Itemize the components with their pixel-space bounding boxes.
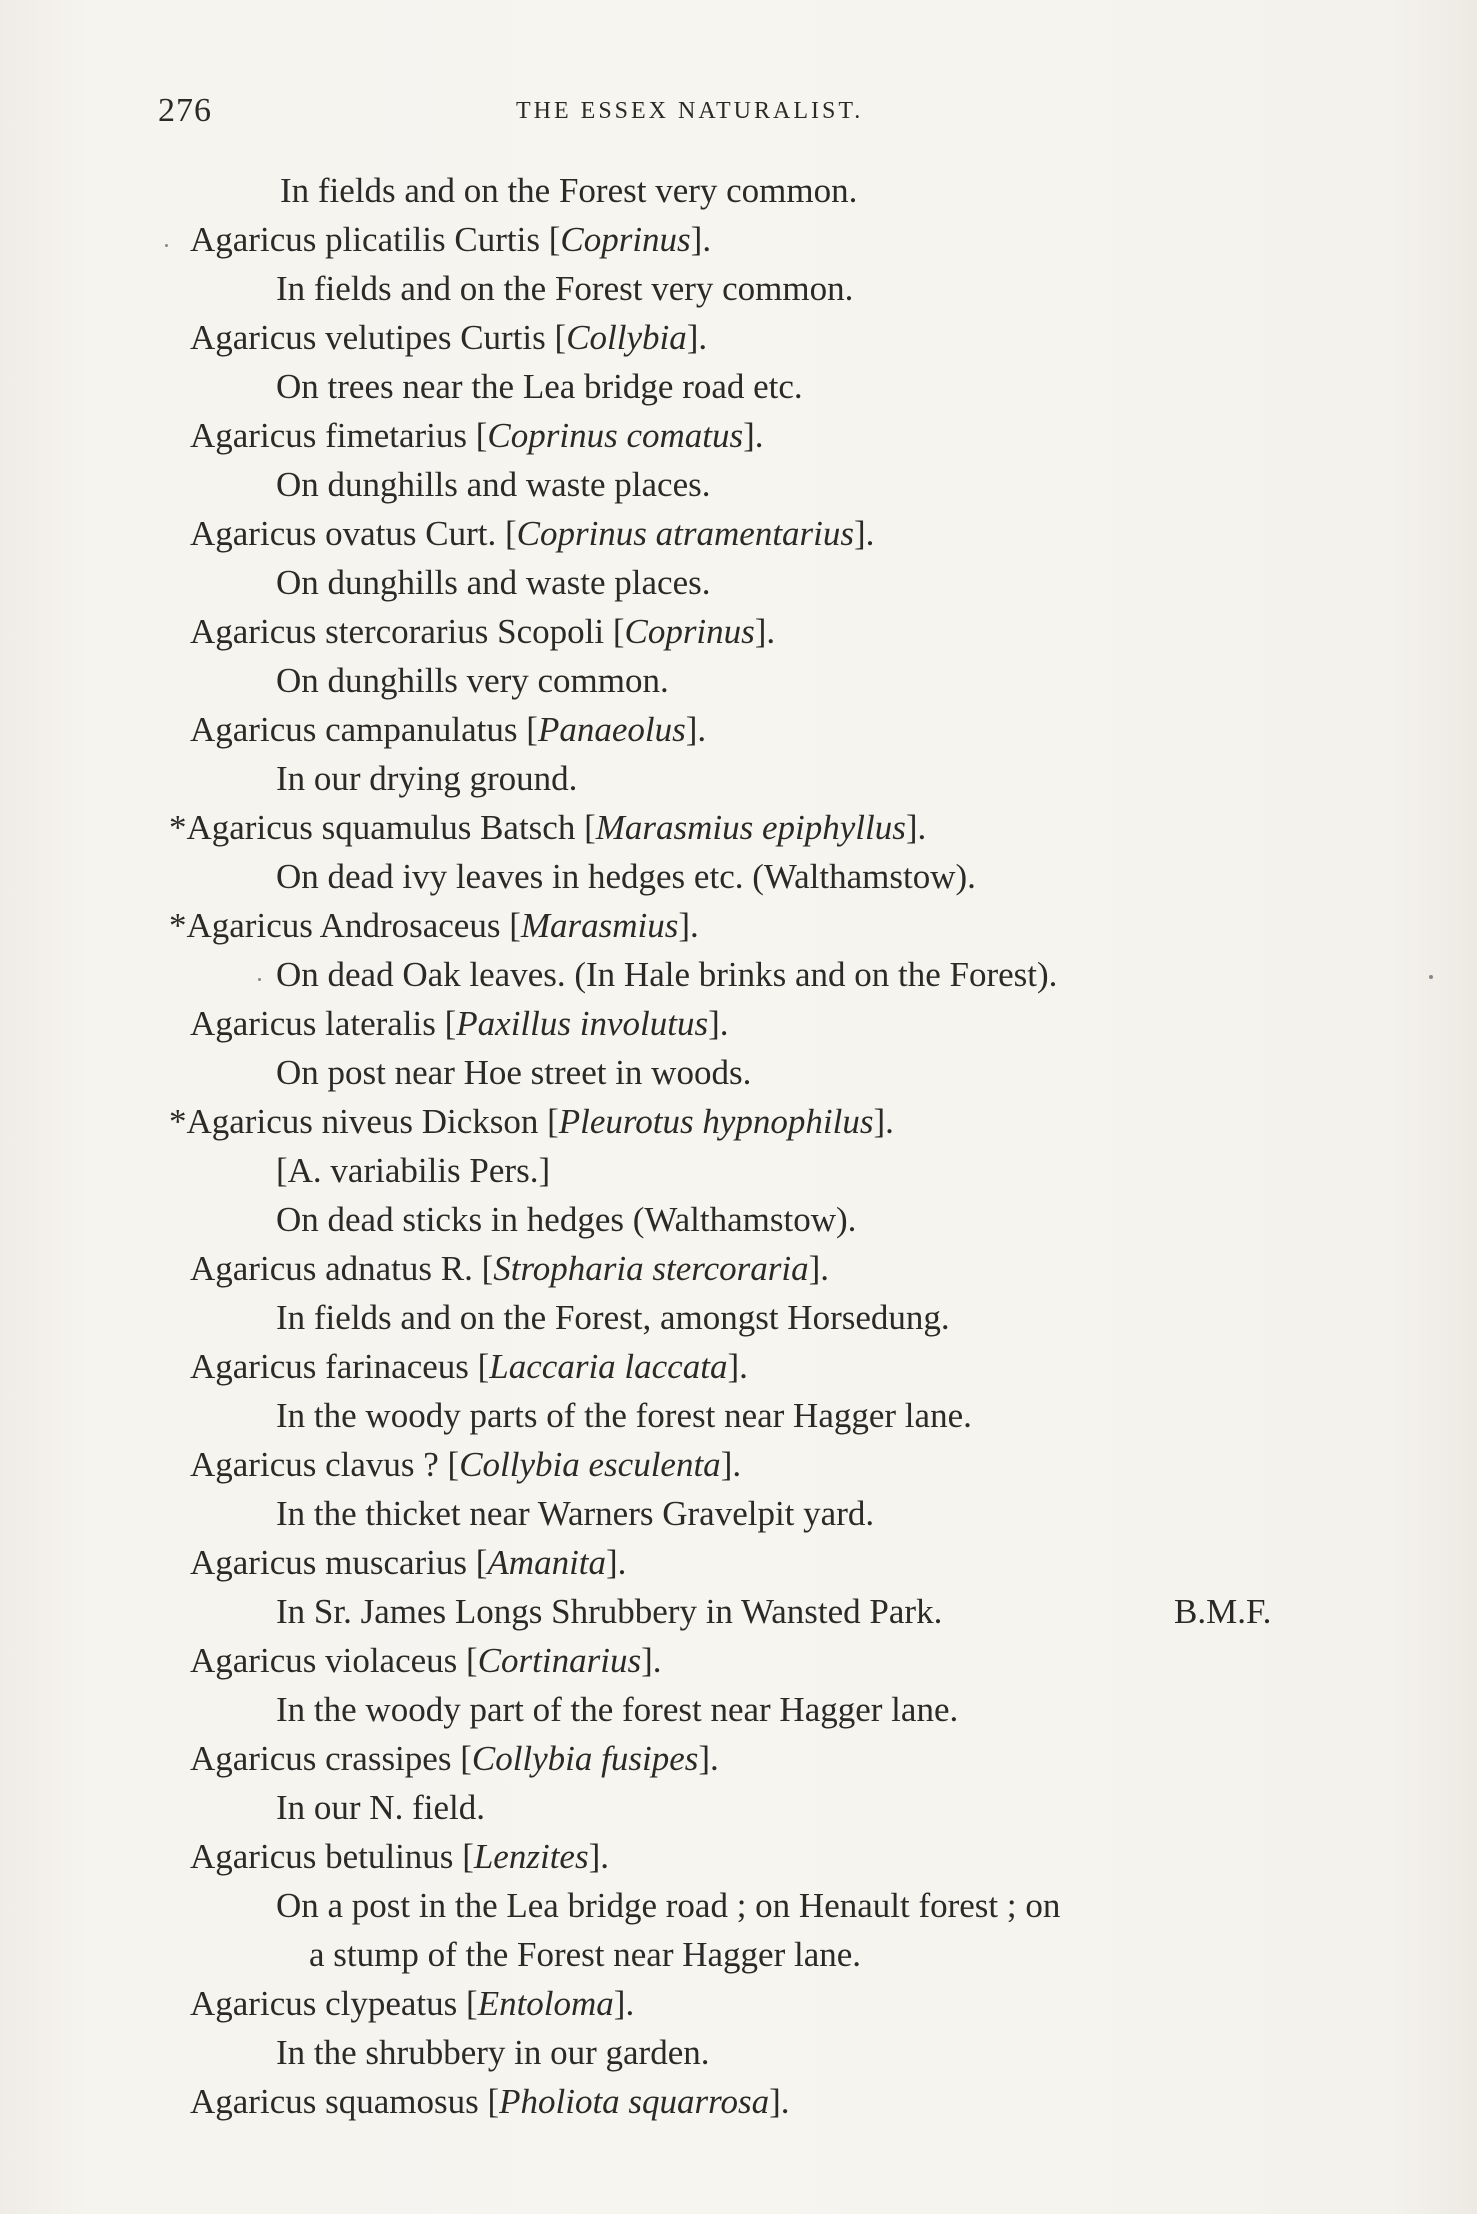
species-list (0, 166, 1477, 2126)
synonym-name: Lenzites (473, 1837, 589, 1876)
habitat-line (0, 1587, 1477, 1636)
species-line: Agaricus clypeatus [Entoloma]. (190, 1984, 635, 2023)
habitat-text: On a post in the Lea bridge road ; on Henault forest ; on (276, 1886, 1061, 1925)
habitat-text: In the thicket near Warners Gravelpit yard. (276, 1494, 875, 1533)
species-line: Agaricus plicatilis Curtis [Coprinus]. (190, 220, 712, 259)
habitat-text: In our N. field. (276, 1788, 485, 1827)
species-entry (0, 1832, 1477, 1979)
habitat-line (0, 1391, 1477, 1440)
species-line: Agaricus fimetarius [Coprinus comatus]. (190, 416, 764, 455)
synonym-name: Amanita (487, 1543, 607, 1582)
species-line: Agaricus stercorarius Scopoli [Coprinus]. (190, 612, 776, 651)
species-entry (0, 803, 1477, 901)
synonym-name: Panaeolus (537, 710, 686, 749)
habitat-line (0, 852, 1477, 901)
habitat-text: In Sr. James Longs Shrubbery in Wansted Park. (276, 1592, 943, 1631)
habitat-line (0, 1293, 1477, 1342)
species-entry (0, 901, 1477, 999)
star-marker: * (169, 906, 187, 945)
species-line: *Agaricus niveus Dickson [Pleurotus hypnophilus]. (169, 1102, 894, 1141)
species-name: Agaricus lateralis (190, 1004, 436, 1043)
habitat-text: On dead ivy leaves in hedges etc. (Walthamstow). (276, 857, 976, 896)
species-name: Agaricus ovatus Curt. (190, 514, 497, 553)
species-name: Agaricus crassipes (190, 1739, 452, 1778)
synonym-name: Coprinus (624, 612, 755, 651)
species-name: Agaricus farinaceus (190, 1347, 469, 1386)
habitat-text: In the shrubbery in our garden. (276, 2033, 710, 2072)
synonym-name: Marasmius (520, 906, 679, 945)
synonym-name: Collybia esculenta (459, 1445, 721, 1484)
habitat-text: In our drying ground. (276, 759, 578, 798)
synonym-name: Pleurotus hypnophilus (558, 1102, 874, 1141)
species-entry (0, 1734, 1477, 1832)
habitat-text: On trees near the Lea bridge road etc. (276, 367, 803, 406)
habitat-text: On dunghills very common. (276, 661, 669, 700)
species-entry (0, 509, 1477, 607)
habitat-text: In the woody part of the forest near Hagger lane. (276, 1690, 959, 1729)
star-marker: * (169, 808, 187, 847)
species-entry (0, 1538, 1477, 1636)
habitat-line (0, 950, 1477, 999)
species-name: Agaricus violaceus (190, 1641, 458, 1680)
habitat-line (0, 460, 1477, 509)
habitat-continuation: a stump of the Forest near Hagger lane. (309, 1935, 862, 1974)
synonym-name: Entoloma (477, 1984, 614, 2023)
habitat-text: In fields and on the Forest, amongst Horsedung. (276, 1298, 950, 1337)
synonym-note: [A. variabilis Pers.] (276, 1151, 551, 1190)
habitat-line (0, 656, 1477, 705)
species-entry (0, 1440, 1477, 1538)
habitat-line (0, 1685, 1477, 1734)
species-entry (0, 999, 1477, 1097)
species-name: Agaricus muscarius (190, 1543, 468, 1582)
species-entry (0, 1636, 1477, 1734)
page-speck (165, 244, 168, 247)
species-entry (0, 411, 1477, 509)
species-name: Agaricus stercorarius Scopoli (190, 612, 605, 651)
habitat-line: In fields and on the Forest very common. (280, 171, 858, 210)
species-name: Agaricus squamulus Batsch (186, 808, 576, 847)
running-head (0, 92, 1477, 132)
habitat-line (0, 754, 1477, 803)
species-line: *Agaricus Androsaceus [Marasmius]. (169, 906, 699, 945)
species-entry (0, 1244, 1477, 1342)
synonym-name: Paxillus involutus (456, 1004, 709, 1043)
species-name: Agaricus squamosus (190, 2082, 479, 2121)
species-entry (0, 705, 1477, 803)
species-entry (0, 2077, 1477, 2126)
species-line: Agaricus ovatus Curt. [Coprinus atramentarius]. (190, 514, 875, 553)
species-line: Agaricus velutipes Curtis [Collybia]. (190, 318, 708, 357)
synonym-name: Collybia fusipes (471, 1739, 699, 1778)
synonym-name: Laccaria laccata (489, 1347, 728, 1386)
species-entry (0, 1342, 1477, 1440)
species-line: Agaricus squamosus [Pholiota squarrosa]. (190, 2082, 790, 2121)
author-initials: B.M.F. (1174, 1592, 1272, 1631)
synonym-name: Pholiota squarrosa (499, 2082, 770, 2121)
species-name: Agaricus betulinus (190, 1837, 454, 1876)
journal-title: THE ESSEX NATURALIST. (516, 98, 864, 124)
species-name: Agaricus Androsaceus (186, 906, 501, 945)
synonym-name: Coprinus (560, 220, 691, 259)
habitat-line (0, 362, 1477, 411)
habitat-text: On dunghills and waste places. (276, 563, 711, 602)
species-line: Agaricus betulinus [Lenzites]. (190, 1837, 609, 1876)
habitat-line (0, 1048, 1477, 1097)
species-line: Agaricus clavus ? [Collybia esculenta]. (190, 1445, 742, 1484)
habitat-text: On post near Hoe street in woods. (276, 1053, 752, 1092)
habitat-line (0, 1195, 1477, 1244)
species-line: Agaricus farinaceus [Laccaria laccata]. (190, 1347, 748, 1386)
species-line: *Agaricus squamulus Batsch [Marasmius epiphyllus]. (169, 808, 927, 847)
species-line: Agaricus muscarius [Amanita]. (190, 1543, 627, 1582)
habitat-text: In the woody parts of the forest near Hagger lane. (276, 1396, 972, 1435)
species-entry (0, 215, 1477, 313)
species-name: Agaricus velutipes Curtis (190, 318, 546, 357)
habitat-line (0, 1783, 1477, 1832)
page-speck (258, 978, 261, 981)
synonym-name: Cortinarius (477, 1641, 642, 1680)
habitat-line (0, 1489, 1477, 1538)
species-entry (0, 1097, 1477, 1244)
habitat-line (0, 558, 1477, 607)
habitat-line (0, 264, 1477, 313)
synonym-name: Coprinus comatus (487, 416, 744, 455)
habitat-text: On dunghills and waste places. (276, 465, 711, 504)
page-speck (1429, 975, 1433, 979)
species-name: Agaricus adnatus R. (190, 1249, 473, 1288)
species-name: Agaricus clypeatus (190, 1984, 458, 2023)
habitat-text: On dead sticks in hedges (Walthamstow). (276, 1200, 857, 1239)
species-line: Agaricus violaceus [Cortinarius]. (190, 1641, 662, 1680)
habitat-text: On dead Oak leaves. (In Hale brinks and on the Forest). (276, 955, 1058, 994)
page-number: 276 (158, 92, 212, 129)
habitat-line (0, 1881, 1477, 1930)
synonym-name: Stropharia stercoraria (493, 1249, 809, 1288)
entry-container (0, 215, 1477, 2126)
species-line: Agaricus campanulatus [Panaeolus]. (190, 710, 707, 749)
star-marker: * (169, 1102, 187, 1141)
species-line: Agaricus adnatus R. [Stropharia stercoraria]. (190, 1249, 830, 1288)
species-entry (0, 1979, 1477, 2077)
synonym-name: Marasmius epiphyllus (595, 808, 906, 847)
species-name: Agaricus fimetarius (190, 416, 467, 455)
species-name: Agaricus niveus Dickson (186, 1102, 539, 1141)
species-name: Agaricus campanulatus (190, 710, 518, 749)
species-entry (0, 607, 1477, 705)
habitat-text: In fields and on the Forest very common. (276, 269, 854, 308)
species-name: Agaricus plicatilis Curtis (190, 220, 540, 259)
habitat-line (0, 2028, 1477, 2077)
species-entry (0, 313, 1477, 411)
species-name: Agaricus clavus ? (190, 1445, 439, 1484)
species-line: Agaricus crassipes [Collybia fusipes]. (190, 1739, 719, 1778)
species-line: Agaricus lateralis [Paxillus involutus]. (190, 1004, 729, 1043)
synonym-name: Collybia (566, 318, 687, 357)
synonym-name: Coprinus atramentarius (516, 514, 855, 553)
